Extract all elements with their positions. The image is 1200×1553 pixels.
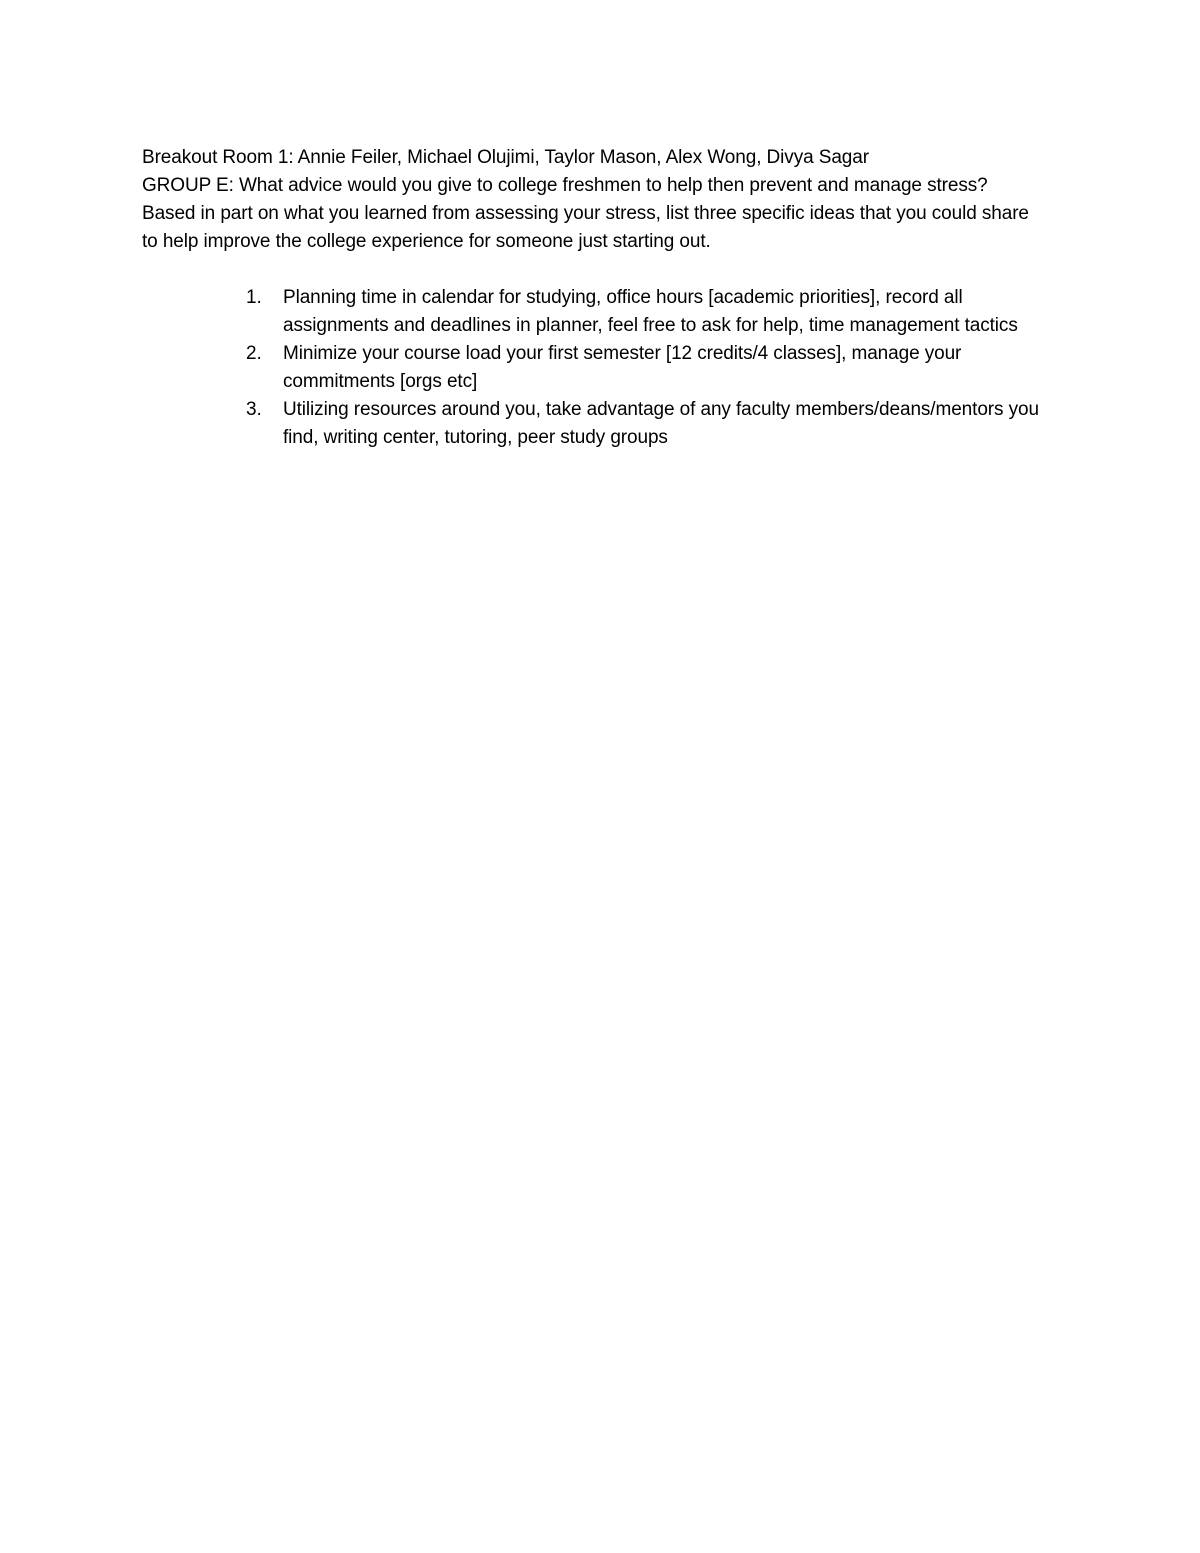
group-prompt: GROUP E: What advice would you give to college freshmen to help then prevent and manage stress? Based in part on what you learned from assessing your stress, list three specific ideas that you could share to help improve the college experience for someone just starting out. [142, 175, 1029, 252]
document-body [142, 144, 1057, 452]
list-item [246, 284, 1053, 340]
list-item-number: 3. [246, 399, 262, 420]
list-item [246, 340, 1053, 396]
list-item [246, 396, 1053, 452]
list-item-number: 2. [246, 343, 262, 364]
list-item-text: Planning time in calendar for studying, office hours [academic priorities], record all assignments and deadlines in planner, feel free to ask for help, time management tactics [283, 287, 1018, 336]
list-item-text: Utilizing resources around you, take advantage of any faculty members/deans/mentors you find, writing center, tutoring, peer study groups [283, 399, 1039, 448]
breakout-room-header: Breakout Room 1: Annie Feiler, Michael Olujimi, Taylor Mason, Alex Wong, Divya Sagar [142, 147, 869, 168]
list-item-text: Minimize your course load your first semester [12 credits/4 classes], manage your commitments [orgs etc] [283, 343, 962, 392]
list-item-number: 1. [246, 287, 262, 308]
answer-list [142, 284, 1053, 452]
